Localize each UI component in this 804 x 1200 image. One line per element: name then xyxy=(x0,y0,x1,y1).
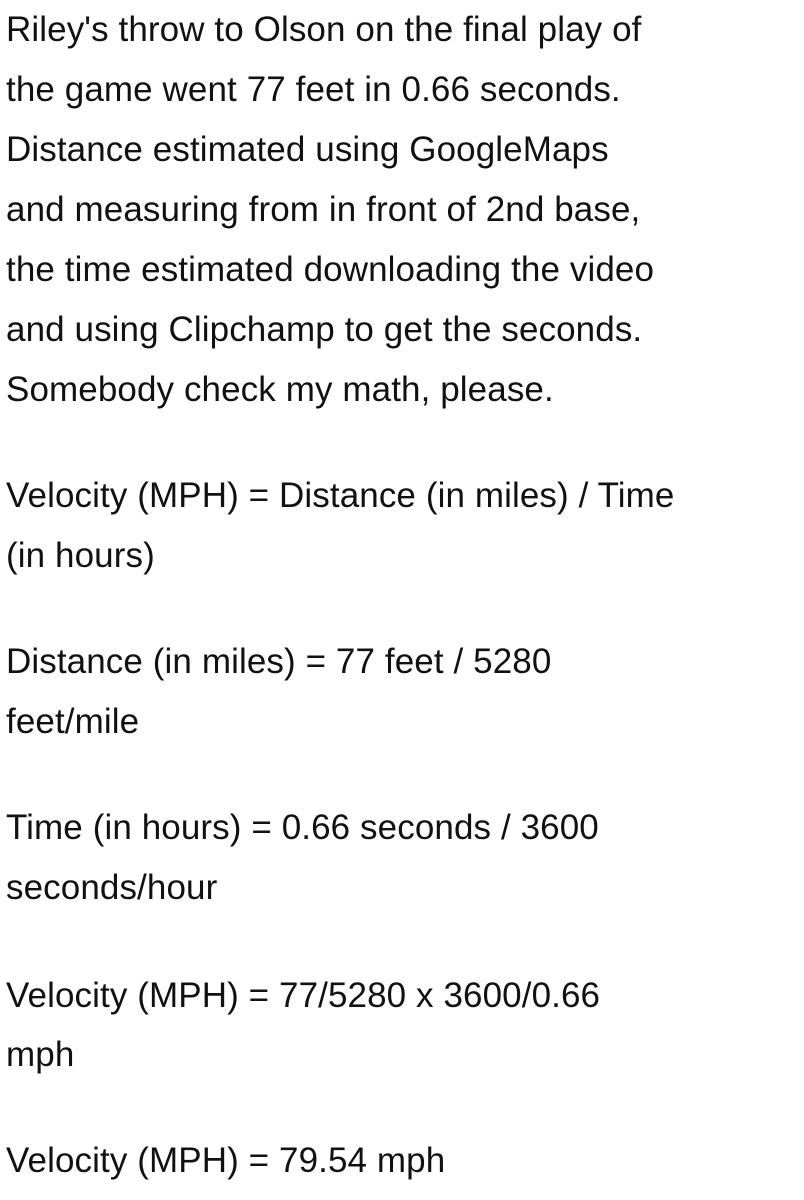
intro-line-7: Somebody check my math, please. xyxy=(6,370,554,409)
intro-line-6: and using Clipchamp to get the seconds. xyxy=(6,310,643,349)
velocity-calc-line-1: Velocity (MPH) = 77/5280 x 3600/0.66 xyxy=(6,976,601,1015)
velocity-formula-line-1: Velocity (MPH) = Distance (in miles) / Time xyxy=(6,476,675,515)
intro-line-2: the game went 77 feet in 0.66 seconds. xyxy=(6,70,621,109)
intro-line-5: the time estimated downloading the video xyxy=(6,250,655,289)
distance-formula-line-1: Distance (in miles) = 77 feet / 5280 xyxy=(6,642,552,681)
velocity-calc-line-2: mph xyxy=(6,1035,75,1074)
intro-line-3: Distance estimated using GoogleMaps xyxy=(6,130,609,169)
velocity-formula-line-2: (in hours) xyxy=(6,536,155,575)
intro-line-1: Riley's throw to Olson on the final play of xyxy=(6,10,642,49)
distance-formula-line-2: feet/mile xyxy=(6,702,140,741)
intro-line-4: and measuring from in front of 2nd base, xyxy=(6,190,641,229)
velocity-result-line: Velocity (MPH) = 79.54 mph xyxy=(6,1141,446,1180)
time-formula-line-2: seconds/hour xyxy=(6,868,218,907)
time-formula-line-1: Time (in hours) = 0.66 seconds / 3600 xyxy=(6,808,599,847)
